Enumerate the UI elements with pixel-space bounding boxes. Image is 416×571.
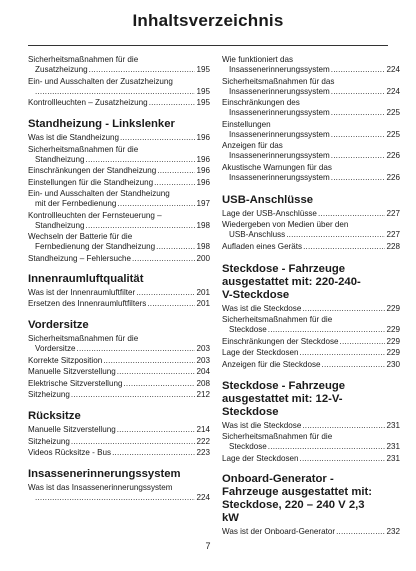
section-heading-line: Steckdose: [222, 405, 279, 418]
toc-page-number: 201: [196, 299, 210, 308]
toc-entry-text: Einstellungen: [222, 119, 271, 129]
toc-page-number: 229: [386, 348, 400, 357]
toc-entry-ersetzen-des-innenraumluftfilters[interactable]: [28, 299, 210, 309]
section-heading-line: Rücksitze: [28, 410, 81, 422]
toc-entry-akustische-warnungen-fur-das-insasseneri[interactable]: [222, 163, 400, 183]
section-heading-steckdose-fahrzeuge-ausgestattet-mit-12-: [222, 380, 400, 419]
page-number: 7: [205, 541, 211, 551]
toc-entry-einschrankungen-der-standheizung[interactable]: [28, 166, 210, 176]
section-heading-line: kW: [222, 511, 239, 524]
toc-entry-text: Aufladen eines Geräts: [222, 241, 303, 251]
toc-page-number: 212: [196, 390, 210, 399]
section-heading-usb-anschlusse: [222, 194, 400, 207]
toc-entry-text: Anzeigen für das: [222, 141, 283, 150]
toc-page-number: 195: [196, 86, 210, 96]
toc-page-number: 223: [196, 448, 210, 457]
toc-entry-kontrollleuchten-zusatzheizung[interactable]: [28, 98, 210, 108]
toc-entry-elektrische-sitzverstellung[interactable]: [28, 379, 210, 389]
toc-entry-text: Zusatzheizung: [35, 65, 88, 74]
section-heading-line: Steckdose - Fahrzeuge: [222, 379, 346, 392]
toc-page-number: 226: [386, 172, 400, 182]
toc-entry-korrekte-sitzposition[interactable]: [28, 356, 210, 366]
toc-entry-text: Wiedergeben von Medien über den: [222, 220, 349, 229]
section-heading-line: Vordersitze: [28, 319, 89, 331]
toc-entry-text: Lage der Steckdosen: [222, 348, 299, 357]
toc-page-number: 196: [196, 177, 210, 187]
toc-entry-text: Manuelle Sitzverstellung: [28, 367, 116, 376]
toc-page-number: 228: [386, 241, 400, 251]
toc-entry-text: USB-Anschluss: [229, 230, 286, 239]
toc-page-number: 196: [196, 133, 210, 142]
section-heading-insassenerinnerungssystem: [28, 468, 210, 481]
toc-entry-was-ist-die-steckdose[interactable]: [222, 304, 400, 314]
toc-entry-text: Was ist die Standheizung: [28, 133, 120, 142]
toc-entry-sicherheitsmassnahmen-fur-die-zusatzheiz[interactable]: [28, 55, 210, 75]
toc-entry-was-ist-der-innenraumluftfilter[interactable]: [28, 288, 210, 298]
toc-entry-text: Sicherheitsmaßnahmen für die: [222, 315, 333, 324]
toc-page-number: 224: [386, 65, 400, 74]
toc-page-number: 201: [196, 287, 210, 297]
toc-page-number: 229: [386, 336, 400, 346]
section-heading-steckdose-fahrzeuge-ausgestattet-mit-220: [222, 263, 400, 302]
toc-entry-text: Was ist der Onboard-Generator: [222, 526, 336, 536]
toc-entry-text: Einschränkungen der Standheizung: [28, 166, 157, 175]
section-heading-standheizung-linkslenker: [28, 118, 210, 131]
toc-page-number: 224: [386, 86, 400, 96]
toc-entry-text: Fernbedienung der Standheizung: [35, 242, 156, 251]
toc-entry-text: mit der Fernbedienung: [35, 199, 117, 208]
section-heading-line: Innenraumluftqualität: [28, 272, 144, 285]
toc-entry-text: Was ist die Steckdose: [222, 420, 302, 430]
toc-entry-text: Wie funktioniert das: [222, 55, 294, 64]
title-divider: [28, 45, 388, 46]
toc-entry-was-ist-die-standheizung[interactable]: [28, 133, 210, 143]
toc-entry-einschrankungen-der-steckdose[interactable]: [222, 337, 400, 347]
toc-page-number: 198: [196, 220, 210, 230]
toc-entry-einstellungen-fur-die-standheizung[interactable]: [28, 178, 210, 188]
toc-entry-text: Ein- und Ausschalten der Zusatzheizung: [28, 76, 173, 86]
toc-column-left: [28, 55, 210, 505]
toc-page-number: 231: [386, 442, 400, 451]
toc-entry-text: Sitzheizung: [28, 436, 70, 446]
toc-page-number: 227: [386, 208, 400, 218]
toc-page-number: 229: [386, 325, 400, 334]
toc-entry-standheizung-fehlersuche[interactable]: [28, 254, 210, 264]
toc-entry-text: Einstellungen für die Standheizung: [28, 177, 154, 187]
toc-page-number: 231: [386, 420, 400, 430]
toc-entry-text: Sicherheitsmaßnahmen für die: [28, 55, 139, 64]
toc-entry-manuelle-sitzverstellung[interactable]: [28, 425, 210, 435]
section-heading-line: Standheizung - Linkslenker: [28, 118, 175, 130]
toc-entry-text: Insassenerinnerungssystem: [229, 65, 330, 74]
toc-entry-text: Elektrische Sitzverstellung: [28, 378, 123, 388]
toc-entry-sicherheitsmassnahmen-fur-die-steckdose[interactable]: [222, 432, 400, 452]
toc-entry-was-ist-die-steckdose[interactable]: [222, 421, 400, 431]
toc-page-number: 196: [196, 166, 210, 175]
toc-page-number: 200: [196, 253, 210, 263]
toc-entry-text: Insassenerinnerungssystem: [229, 86, 330, 96]
section-heading-line: Onboard-Generator -: [222, 472, 334, 485]
toc-entry-text: Kontrollleuchten – Zusatzheizung: [28, 98, 148, 107]
toc-entry-lage-der-steckdosen[interactable]: [222, 454, 400, 464]
toc-page-number: 195: [196, 65, 210, 74]
toc-page-number: 225: [386, 108, 400, 117]
toc-entry-sicherheitsmassnahmen-fur-die-steckdose[interactable]: [222, 315, 400, 335]
toc-entry-text: Sicherheitsmaßnahmen für das: [222, 76, 335, 86]
section-heading-vordersitze: [28, 319, 210, 332]
section-heading-line: USB-Anschlüsse: [222, 193, 314, 206]
toc-entry-ein-und-ausschalten-der-standheizung-mit[interactable]: [28, 189, 210, 209]
toc-entry-text: Was ist der Innenraumluftfilter: [28, 287, 136, 297]
toc-entry-text: Einschränkungen des: [222, 98, 300, 107]
section-heading-line: Insassenerinnerungssystem: [28, 468, 181, 480]
toc-entry-text: Was ist das Insassenerinnerungssystem: [28, 483, 173, 492]
toc-entry-lage-der-usb-anschlusse[interactable]: [222, 209, 400, 219]
toc-entry-text: Sitzheizung: [28, 390, 70, 399]
toc-page-number: 232: [386, 526, 400, 536]
toc-entry-text: Wechseln der Batterie für die: [28, 232, 133, 241]
toc-entry-wie-funktioniert-das-insassenerinnerungs[interactable]: [222, 55, 400, 75]
toc-page-number: 230: [386, 359, 400, 369]
toc-page-number: 203: [196, 344, 210, 353]
toc-entry-text: Standheizung: [35, 220, 85, 230]
toc-entry-text: Insassenerinnerungssystem: [229, 172, 330, 182]
toc-entry-sitzheizung[interactable]: [28, 390, 210, 400]
toc-entry-text: Sicherheitsmaßnahmen für die: [222, 432, 333, 441]
toc-entry-text: Lage der Steckdosen: [222, 453, 299, 463]
toc-entry-sicherheitsmassnahmen-fur-das-insassener[interactable]: [222, 77, 400, 97]
page-title: Inhaltsverzeichnis: [132, 11, 284, 30]
toc-entry-text: Sicherheitsmaßnahmen für die: [28, 144, 139, 154]
toc-entry-text: Korrekte Sitzposition: [28, 355, 103, 365]
toc-entry-sitzheizung[interactable]: [28, 437, 210, 447]
toc-page-number: 222: [196, 436, 210, 446]
toc-page-number: 203: [196, 355, 210, 365]
toc-entry-text: Videos Rücksitze - Bus: [28, 448, 112, 457]
toc-entry-ein-und-ausschalten-der-zusatzheizung[interactable]: [28, 77, 210, 97]
toc-entry-text: Standheizung – Fehlersuche: [28, 253, 132, 263]
toc-entry-wiedergeben-von-medien-uber-den-usb-ansc[interactable]: [222, 220, 400, 240]
toc-entry-wechseln-der-batterie-fur-die-fernbedien[interactable]: [28, 232, 210, 252]
toc-page-number: 214: [196, 425, 210, 434]
section-heading-line: Steckdose - Fahrzeuge: [222, 262, 346, 275]
toc-entry-text: Anzeigen für die Steckdose: [222, 359, 321, 369]
toc-entry-text: Standheizung: [35, 154, 85, 164]
section-heading-onboard-generator-fahrzeuge-ausgestattet: [222, 473, 400, 525]
toc-entry-lage-der-steckdosen[interactable]: [222, 348, 400, 358]
toc-entry-text: Akustische Warnungen für das: [222, 162, 332, 172]
toc-entry-text: Steckdose: [229, 442, 267, 451]
toc-entry-text: Sicherheitsmaßnahmen für die: [28, 334, 139, 343]
section-heading-line: Fahrzeuge ausgestattet mit:: [222, 485, 373, 498]
toc-entry-text: Insassenerinnerungssystem: [229, 151, 330, 160]
toc-entry-text: Insassenerinnerungssystem: [229, 129, 330, 139]
section-heading-line: Steckdose, 220 – 240 V 2,3: [222, 498, 365, 511]
toc-entry-text: Vordersitze: [35, 344, 76, 353]
toc-page-number: 224: [196, 493, 210, 502]
toc-page-number: 196: [196, 154, 210, 164]
section-heading-rucksitze: [28, 410, 210, 423]
toc-entry-sicherheitsmassnahmen-fur-die-standheizu[interactable]: [28, 145, 210, 165]
toc-column-right: [222, 55, 400, 538]
toc-page-number: 229: [386, 303, 400, 313]
toc-entry-text: Ersetzen des Innenraumluftfilters: [28, 299, 147, 308]
toc-entry-text: Einschränkungen der Steckdose: [222, 336, 339, 346]
toc-entry-einschrankungen-des-insassenerinnerungss[interactable]: [222, 98, 400, 118]
toc-entry-aufladen-eines-gerats[interactable]: [222, 242, 400, 252]
section-heading-innenraumluftqualitat: [28, 273, 210, 286]
toc-page-number: 197: [196, 199, 210, 208]
toc-entry-einstellungen-insassenerinnerungssystem[interactable]: [222, 120, 400, 140]
toc-entry-anzeigen-fur-die-steckdose[interactable]: [222, 360, 400, 370]
toc-page-number: 225: [386, 129, 400, 139]
toc-entry-text: Insassenerinnerungssystem: [229, 108, 330, 117]
toc-entry-text: Manuelle Sitzverstellung: [28, 425, 116, 434]
section-heading-line: ausgestattet mit: 220-240-: [222, 275, 361, 288]
toc-page-number: 198: [196, 242, 210, 251]
toc-entry-manuelle-sitzverstellung[interactable]: [28, 367, 210, 377]
toc-entry-text: Steckdose: [229, 325, 267, 334]
section-heading-line: ausgestattet mit: 12-V-: [222, 392, 343, 405]
toc-entry-text: Lage der USB-Anschlüsse: [222, 208, 317, 218]
toc-page-number: 204: [196, 367, 210, 376]
toc-entry-was-ist-der-onboard-generator[interactable]: [222, 527, 400, 537]
toc-page-number: 227: [386, 230, 400, 239]
toc-entry-anzeigen-fur-das-insassenerinnerungssyst[interactable]: [222, 141, 400, 161]
toc-page-number: 231: [386, 453, 400, 463]
toc-entry-kontrollleuchten-der-fernsteuerung-stand[interactable]: [28, 211, 210, 231]
toc-entry-text: Kontrollleuchten der Fernsteuerung –: [28, 210, 162, 220]
toc-page-number: 195: [196, 98, 210, 107]
toc-entry-text: Was ist die Steckdose: [222, 303, 302, 313]
toc-entry-text: Ein- und Ausschalten der Standheizung: [28, 189, 170, 198]
section-heading-line: V-Steckdose: [222, 288, 290, 301]
toc-page-number: 226: [386, 151, 400, 160]
toc-entry-videos-rucksitze-bus[interactable]: [28, 448, 210, 458]
toc-entry-was-ist-das-insassenerinnerungssystem[interactable]: [28, 483, 210, 503]
toc-page-number: 208: [196, 378, 210, 388]
toc-entry-sicherheitsmassnahmen-fur-die-vordersitz[interactable]: [28, 334, 210, 354]
